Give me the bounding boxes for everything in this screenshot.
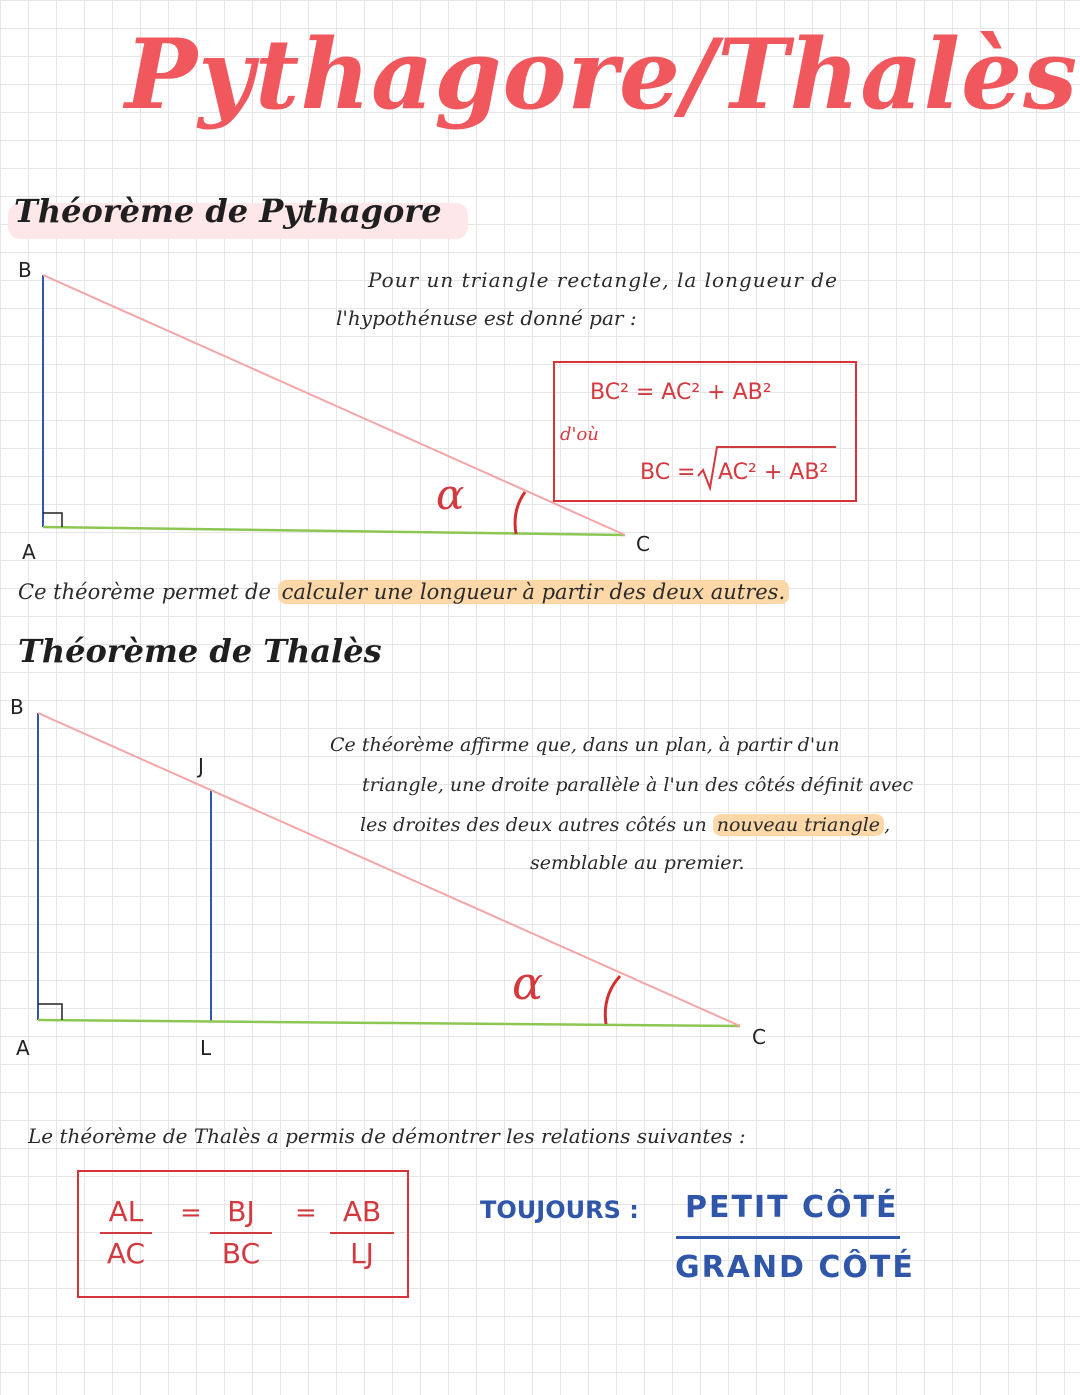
pythagore-vertex-c: C (636, 532, 650, 556)
pythagore-intro-line2: l'hypothénuse est donné par : (336, 306, 637, 330)
ratio-numerator: AB (342, 1195, 382, 1228)
thales-vertex-l: L (200, 1036, 212, 1060)
petit-cote: PETIT CÔTÉ (685, 1190, 899, 1225)
thales-vertex-b: B (10, 695, 24, 719)
ratio-al-ac (100, 1194, 152, 1272)
thales-text-line3-suffix: , (884, 814, 891, 836)
pythagore-conclusion-prefix: Ce théorème permet de (18, 580, 278, 604)
thales-vertex-c: C (752, 1025, 766, 1049)
fraction-bar (330, 1232, 394, 1234)
thales-angle-label: α (512, 956, 544, 1010)
pythagore-vertex-a: A (22, 540, 36, 564)
fraction-bar (100, 1232, 152, 1234)
ratio-denominator: LJ (350, 1237, 374, 1270)
grand-cote: GRAND CÔTÉ (675, 1250, 915, 1285)
thales-relations-intro: Le théorème de Thalès a permis de démontrer les relations suivantes : (28, 1124, 746, 1148)
toujours-label: TOUJOURS : (480, 1196, 639, 1224)
ratio-ab-lj (330, 1194, 394, 1272)
ratio-numerator: BJ (227, 1195, 255, 1228)
fraction-bar (210, 1232, 272, 1234)
page-title: Pythagore/Thalès (125, 18, 1079, 131)
thales-vertex-j: J (198, 754, 204, 778)
equals-sign-1: = (180, 1198, 202, 1228)
thales-text-line3-highlight: nouveau triangle (713, 814, 884, 836)
thales-base (38, 1020, 740, 1026)
ratio-denominator: AC (106, 1237, 146, 1270)
thales-vertex-a: A (16, 1036, 30, 1060)
ratio-numerator: AL (108, 1195, 144, 1228)
pythagore-formula-2-radicand: AC² + AB² (718, 460, 829, 485)
ratio-bj-bc (210, 1194, 272, 1272)
pythagore-formula-doù: d'où (560, 424, 599, 445)
pythagore-heading: Théorème de Pythagore (14, 192, 442, 230)
thales-text-line2: triangle, une droite parallèle à l'un des côtés définit avec (362, 774, 914, 796)
pythagore-vertex-b: B (18, 258, 32, 282)
pythagore-formula-2-lhs: BC = (640, 460, 696, 485)
thales-text-line4: semblable au premier. (530, 852, 745, 874)
ratio-denominator: BC (221, 1237, 261, 1270)
equals-sign-2: = (295, 1198, 317, 1228)
thales-angle-arc (605, 976, 620, 1024)
pythagore-angle-label: α (436, 470, 465, 519)
thales-heading: Théorème de Thalès (18, 632, 382, 670)
pythagore-formula-1: BC² = AC² + AB² (590, 380, 772, 405)
thales-text-line3-prefix: les droites des deux autres côtés un (360, 814, 713, 836)
thales-text-line3 (360, 814, 890, 836)
thales-right-angle-mark (38, 1004, 62, 1020)
pythagore-intro-line1: Pour un triangle rectangle, la longueur de (368, 268, 838, 292)
pythagore-conclusion-highlight: calculer une longueur à partir des deux autres. (278, 580, 790, 604)
thales-text-line1: Ce théorème affirme que, dans un plan, à partir d'un (330, 734, 840, 756)
fraction-line (676, 1236, 900, 1239)
